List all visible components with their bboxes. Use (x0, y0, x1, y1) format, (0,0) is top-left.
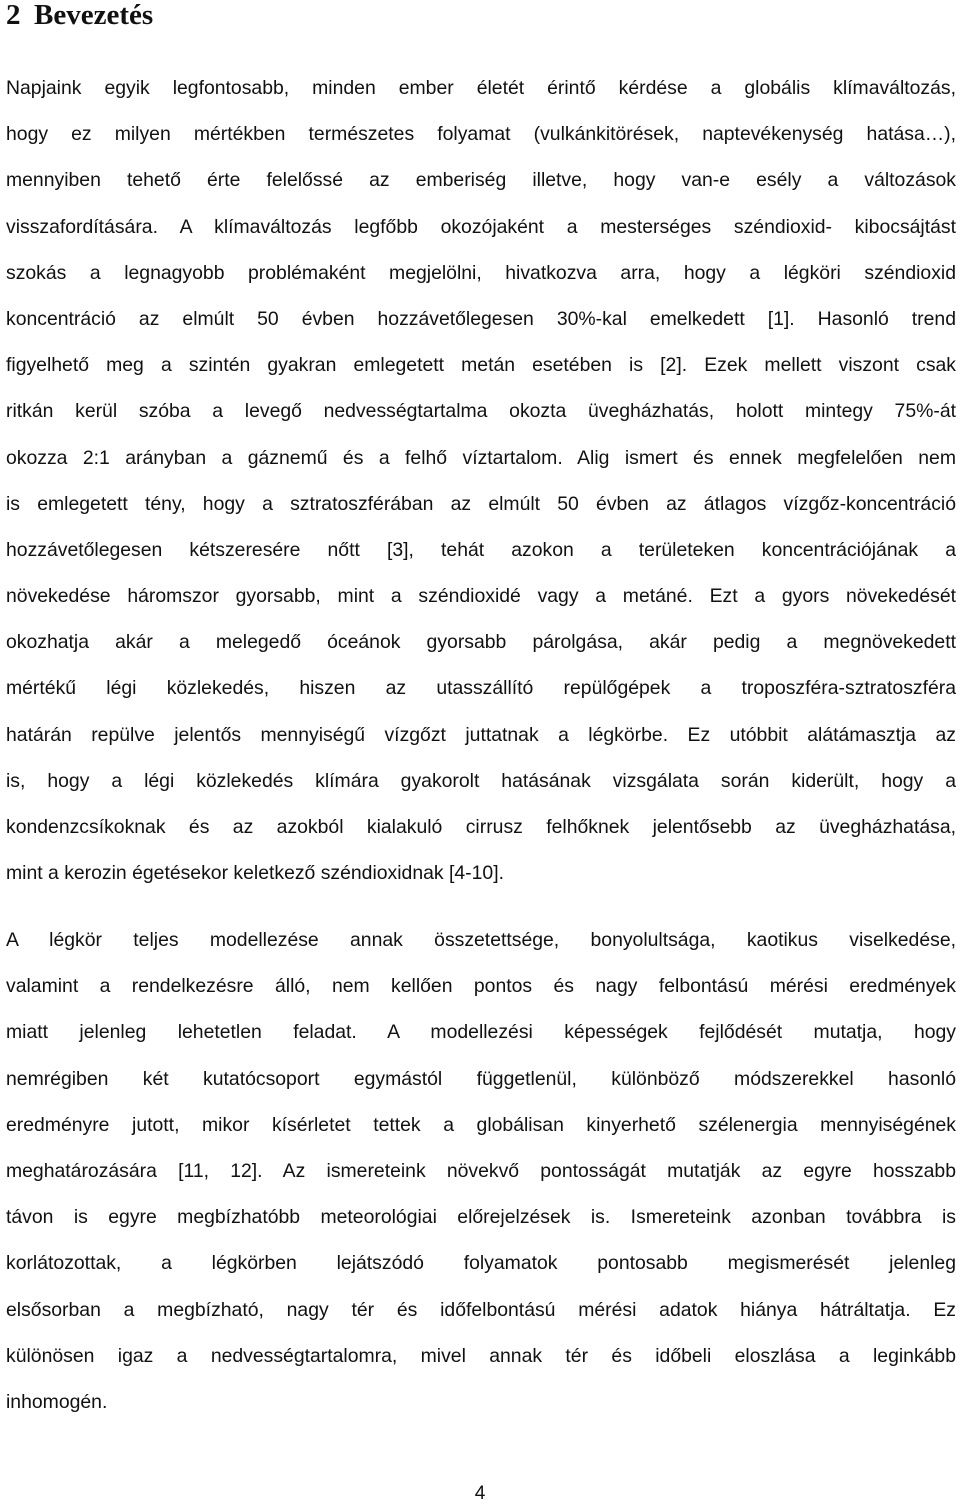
paragraph-line: korlátozottak, a légkörben lejátszódó folyamatok pontosabb megismerését jelenleg (6, 1252, 956, 1275)
paragraph-line: valamint a rendelkezésre álló, nem kellően pontos és nagy felbontású mérési eredmények (6, 975, 956, 998)
paragraph-line: eredményre jutott, mikor kísérletet tettek a globálisan kinyerhető szélenergia mennyiségének (6, 1113, 956, 1136)
paragraph-line: kondenzcsíkoknak és az azokból kialakuló cirrusz felhőknek jelentősebb az üvegházhatása, (6, 816, 956, 838)
page-number: 4 (474, 1483, 486, 1504)
paragraph-line: koncentráció az elmúlt 50 évben hozzávetőlegesen 30%-kal emelkedett [1]. Hasonló trend (6, 307, 956, 330)
paragraph-line: szokás a legnagyobb problémaként megjelölni, hivatkozva arra, hogy a légköri széndioxid (6, 261, 956, 284)
paragraph-line: mennyiben tehető érte felelőssé az emberiség illetve, hogy van-e esély a változások (6, 169, 956, 192)
paragraph-line: is emlegetett tény, hogy a sztratoszférában az elmúlt 50 évben az átlagos vízgőz-koncentráció (6, 492, 956, 515)
paragraph-line: elsősorban a megbízható, nagy tér és időfelbontású mérési adatok hiánya hátráltatja. Ez (6, 1298, 956, 1321)
paragraph-line: hozzávetőlegesen kétszeresére nőtt [3], tehát azokon a területeken koncentrációjának a (6, 538, 956, 561)
paragraph-line: A légkör teljes modellezése annak összetettsége, bonyolultsága, kaotikus viselkedése, (6, 929, 956, 951)
paragraph-line: visszafordítására. A klímaváltozás legfőbb okozójaként a mesterséges széndioxid- kibocsájtást (6, 215, 956, 238)
paragraph-line: Napjaink egyik legfontosabb, minden ember életét érintő kérdése a globális klímaváltozás, (6, 77, 956, 99)
paragraph-line: okozhatja akár a melegedő óceánok gyorsabb párolgása, akár pedig a megnövekedett (6, 631, 956, 654)
paragraph-line: különösen igaz a nedvességtartalomra, mivel annak tér és időbeli eloszlása a leginkább (6, 1344, 956, 1367)
paragraph-line: figyelhető meg a szintén gyakran emlegetett metán esetében is [2]. Ezek mellett viszont csak (6, 354, 956, 377)
paragraph-line: meghatározására [11, 12]. Az ismereteink növekvő pontosságát mutatják az egyre hosszabb (6, 1159, 956, 1182)
paragraph-line: miatt jelenleg lehetetlen feladat. A modellezési képességek fejlődését mutatja, hogy (6, 1021, 956, 1044)
paragraph-line: mint a kerozin égetésekor keletkező széndioxidnak [4-10]. (6, 862, 504, 885)
paragraph-line: ritkán kerül szóba a levegő nedvességtartalma okozta üvegházhatás, holott mintegy 75%-át (6, 400, 956, 423)
paragraph-1 (6, 65, 956, 896)
paragraph-line: mértékű légi közlekedés, hiszen az utasszállító repülőgépek a troposzféra-sztratoszféra (6, 677, 956, 700)
paragraph-line: határán repülve jelentős mennyiségű vízgőzt juttatnak a légkörbe. Ez utóbbit alátámasztja az (6, 723, 956, 746)
document-page (6, 0, 956, 1413)
paragraph-line: is, hogy a légi közlekedés klímára gyakorolt hatásának vizsgálata során kiderült, hogy a (6, 769, 956, 792)
paragraph-line: hogy ez milyen mértékben természetes folyamat (vulkánkitörések, naptevékenység hatása…), (6, 123, 956, 146)
paragraph-line: nemrégiben két kutatócsoport egymástól függetlenül, különböző módszerekkel hasonló (6, 1067, 956, 1090)
section-heading (6, 0, 956, 40)
section-number: 2 (6, 0, 21, 31)
paragraph-line: távon is egyre megbízhatóbb meteorológiai előrejelzések is. Ismereteink azonban továbbra is (6, 1206, 956, 1229)
paragraph-2 (6, 917, 956, 1425)
paragraph-line: inhomogén. (6, 1390, 108, 1413)
section-title: Bevezetés (34, 0, 154, 31)
paragraph-line: okozza 2:1 arányban a gáznemű és a felhő víztartalom. Alig ismert és ennek megfelelően nem (6, 446, 956, 469)
paragraph-line: növekedése háromszor gyorsabb, mint a széndioxidé vagy a metáné. Ezt a gyors növekedését (6, 585, 956, 608)
